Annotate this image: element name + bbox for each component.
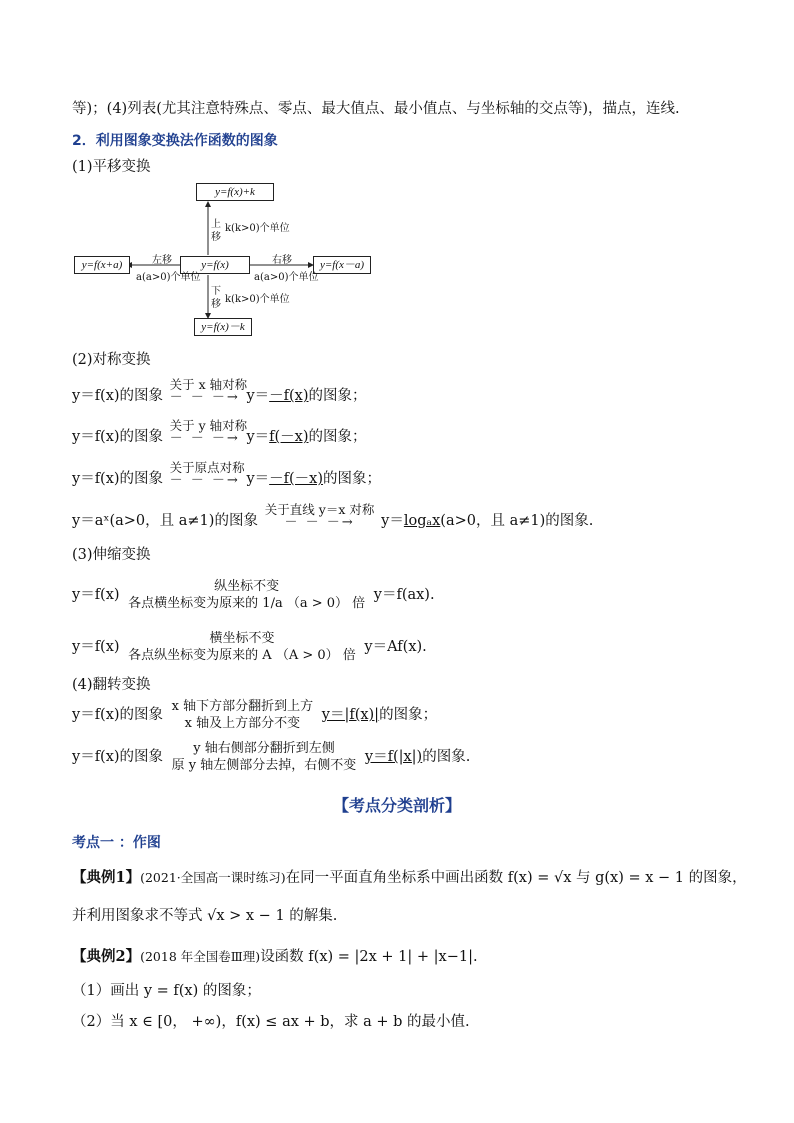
example2-tag: 【典例2】	[72, 948, 141, 965]
sym-arrow: 关于直线 y＝x 对称 － － －→	[264, 502, 375, 530]
example1-text: 在同一平面直角坐标系中画出函数 f(x) = √x 与 g(x) = x − 1 的图象，	[285, 870, 747, 886]
up-label-2: 移	[211, 232, 221, 243]
sym-cond: 关于 y 轴对称	[169, 418, 248, 433]
example1-source: (2021·全国高一课时练习)	[140, 870, 286, 885]
sym-pre: y＝f(x)的图象	[72, 471, 164, 487]
translation-title: (1)平移变换	[72, 159, 151, 175]
flip-result: y＝|f(x)|	[321, 707, 380, 723]
stretch-row-1	[72, 578, 435, 612]
left-label: 左移	[152, 255, 172, 266]
stretch-row-2	[72, 630, 427, 664]
sym-result-answer: －f(x)	[269, 388, 309, 404]
right-note: a(a>0)个单位	[254, 272, 319, 283]
sym-post: 的图象；	[323, 471, 382, 487]
flip-pre: y＝f(x)的图象	[72, 707, 164, 723]
flip-title: (4)翻转变换	[72, 677, 151, 693]
sym-result-answer: －f(－x)	[269, 471, 324, 487]
up-note: k(k>0)个单位	[225, 223, 290, 234]
flip-result: y＝f(|x|)	[364, 749, 423, 765]
example2-text: 设函数 f(x) = |2x + 1| + |x−1|.	[260, 949, 478, 965]
symmetry-row-1	[72, 377, 367, 405]
sym-post: 的图象；	[308, 429, 367, 445]
flip-row-2	[72, 740, 470, 774]
sym-post: (a>0，且 a≠1)的图象.	[440, 513, 594, 529]
symmetry-row-3	[72, 460, 382, 488]
example1-line2: 并利用图象求不等式 √x > x − 1 的解集.	[72, 908, 338, 924]
example2-q1: （1）画出 y = f(x) 的图象；	[72, 983, 261, 999]
flip-bottom: 原 y 轴左侧部分去掉，右侧不变	[171, 758, 357, 773]
example2-source: (2018 年全国卷Ⅲ理)	[140, 949, 261, 964]
example2-line1	[72, 945, 478, 966]
sym-cond: 关于 x 轴对称	[169, 377, 248, 392]
sym-post: 的图象；	[308, 388, 367, 404]
flip-post: 的图象；	[379, 707, 438, 723]
stretch-title: (3)伸缩变换	[72, 547, 151, 563]
sym-pre: y＝aˣ(a>0，且 a≠1)的图象	[72, 513, 258, 529]
stretch-post: y＝Af(x).	[364, 639, 427, 655]
sym-result: y＝	[381, 513, 404, 529]
stretch-condition	[128, 578, 365, 612]
box-bottom: y=f(x)－k	[194, 318, 252, 336]
sym-result: y＝	[246, 388, 270, 404]
flip-post: 的图象.	[422, 749, 471, 765]
down-note: k(k>0)个单位	[225, 294, 290, 305]
point1-title: 考点一 ：作图	[72, 835, 161, 851]
up-label-1: 上	[211, 219, 221, 230]
box-center: y=f(x)	[180, 256, 250, 274]
example2-q2: （2）当 x ∈ [0， +∞)，f(x) ≤ ax + b，求 a + b 的最小值.	[72, 1014, 470, 1030]
stretch-bottom: 各点纵坐标变为原来的 A （A > 0） 倍	[128, 648, 356, 663]
stretch-top: 纵坐标不变	[214, 579, 280, 594]
sym-result-answer: logₐx	[403, 513, 441, 529]
sym-cond: 关于原点对称	[169, 460, 245, 475]
intro-line: 等)；(4)列表(尤其注意特殊点、零点、最大值点、最小值点、与坐标轴的交点等)，描点，连线.	[72, 101, 680, 117]
stretch-top: 横坐标不变	[209, 631, 275, 646]
stretch-pre: y＝f(x)	[72, 587, 120, 603]
box-left: y=f(x+a)	[74, 256, 130, 274]
sym-cond: 关于直线 y＝x 对称	[264, 502, 375, 517]
example1-line1	[72, 866, 747, 887]
stretch-bottom: 各点横坐标变为原来的 1/a （a > 0） 倍	[128, 596, 366, 611]
sym-arrow: 关于 y 轴对称 － － －→	[169, 418, 248, 446]
down-label-1: 下	[211, 286, 221, 297]
sym-result: y＝	[246, 471, 270, 487]
left-note: a(a>0)个单位	[136, 272, 201, 283]
flip-condition	[172, 740, 357, 774]
section-heading: 【考点分类剖析】	[332, 796, 461, 815]
symmetry-row-2	[72, 418, 367, 446]
sym-pre: y＝f(x)的图象	[72, 429, 164, 445]
example1-tag: 【典例1】	[72, 869, 141, 886]
flip-top: x 轴下方部分翻折到上方	[171, 699, 314, 714]
flip-top: y 轴右侧部分翻折到左侧	[193, 741, 335, 756]
stretch-post: y＝f(ax).	[373, 587, 435, 603]
symmetry-title: (2)对称变换	[72, 352, 151, 368]
box-right: y=f(x－a)	[313, 256, 371, 274]
sym-arrow: 关于原点对称 － － －→	[169, 460, 245, 488]
section2-title: 2．利用图象变换法作函数的图象	[72, 133, 278, 149]
flip-pre: y＝f(x)的图象	[72, 749, 164, 765]
sym-arrow: 关于 x 轴对称 － － －→	[169, 377, 248, 405]
sym-pre: y＝f(x)的图象	[72, 388, 164, 404]
box-top: y=f(x)+k	[196, 183, 274, 201]
flip-row-1	[72, 698, 437, 732]
sym-result-answer: f(－x)	[269, 429, 309, 445]
sym-result: y＝	[246, 429, 270, 445]
flip-condition	[172, 698, 313, 732]
right-label: 右移	[272, 255, 292, 266]
symmetry-row-4	[72, 502, 594, 530]
stretch-condition	[128, 630, 356, 664]
down-label-2: 移	[211, 299, 221, 310]
flip-bottom: x 轴及上方部分不变	[184, 716, 301, 731]
stretch-pre: y＝f(x)	[72, 639, 120, 655]
